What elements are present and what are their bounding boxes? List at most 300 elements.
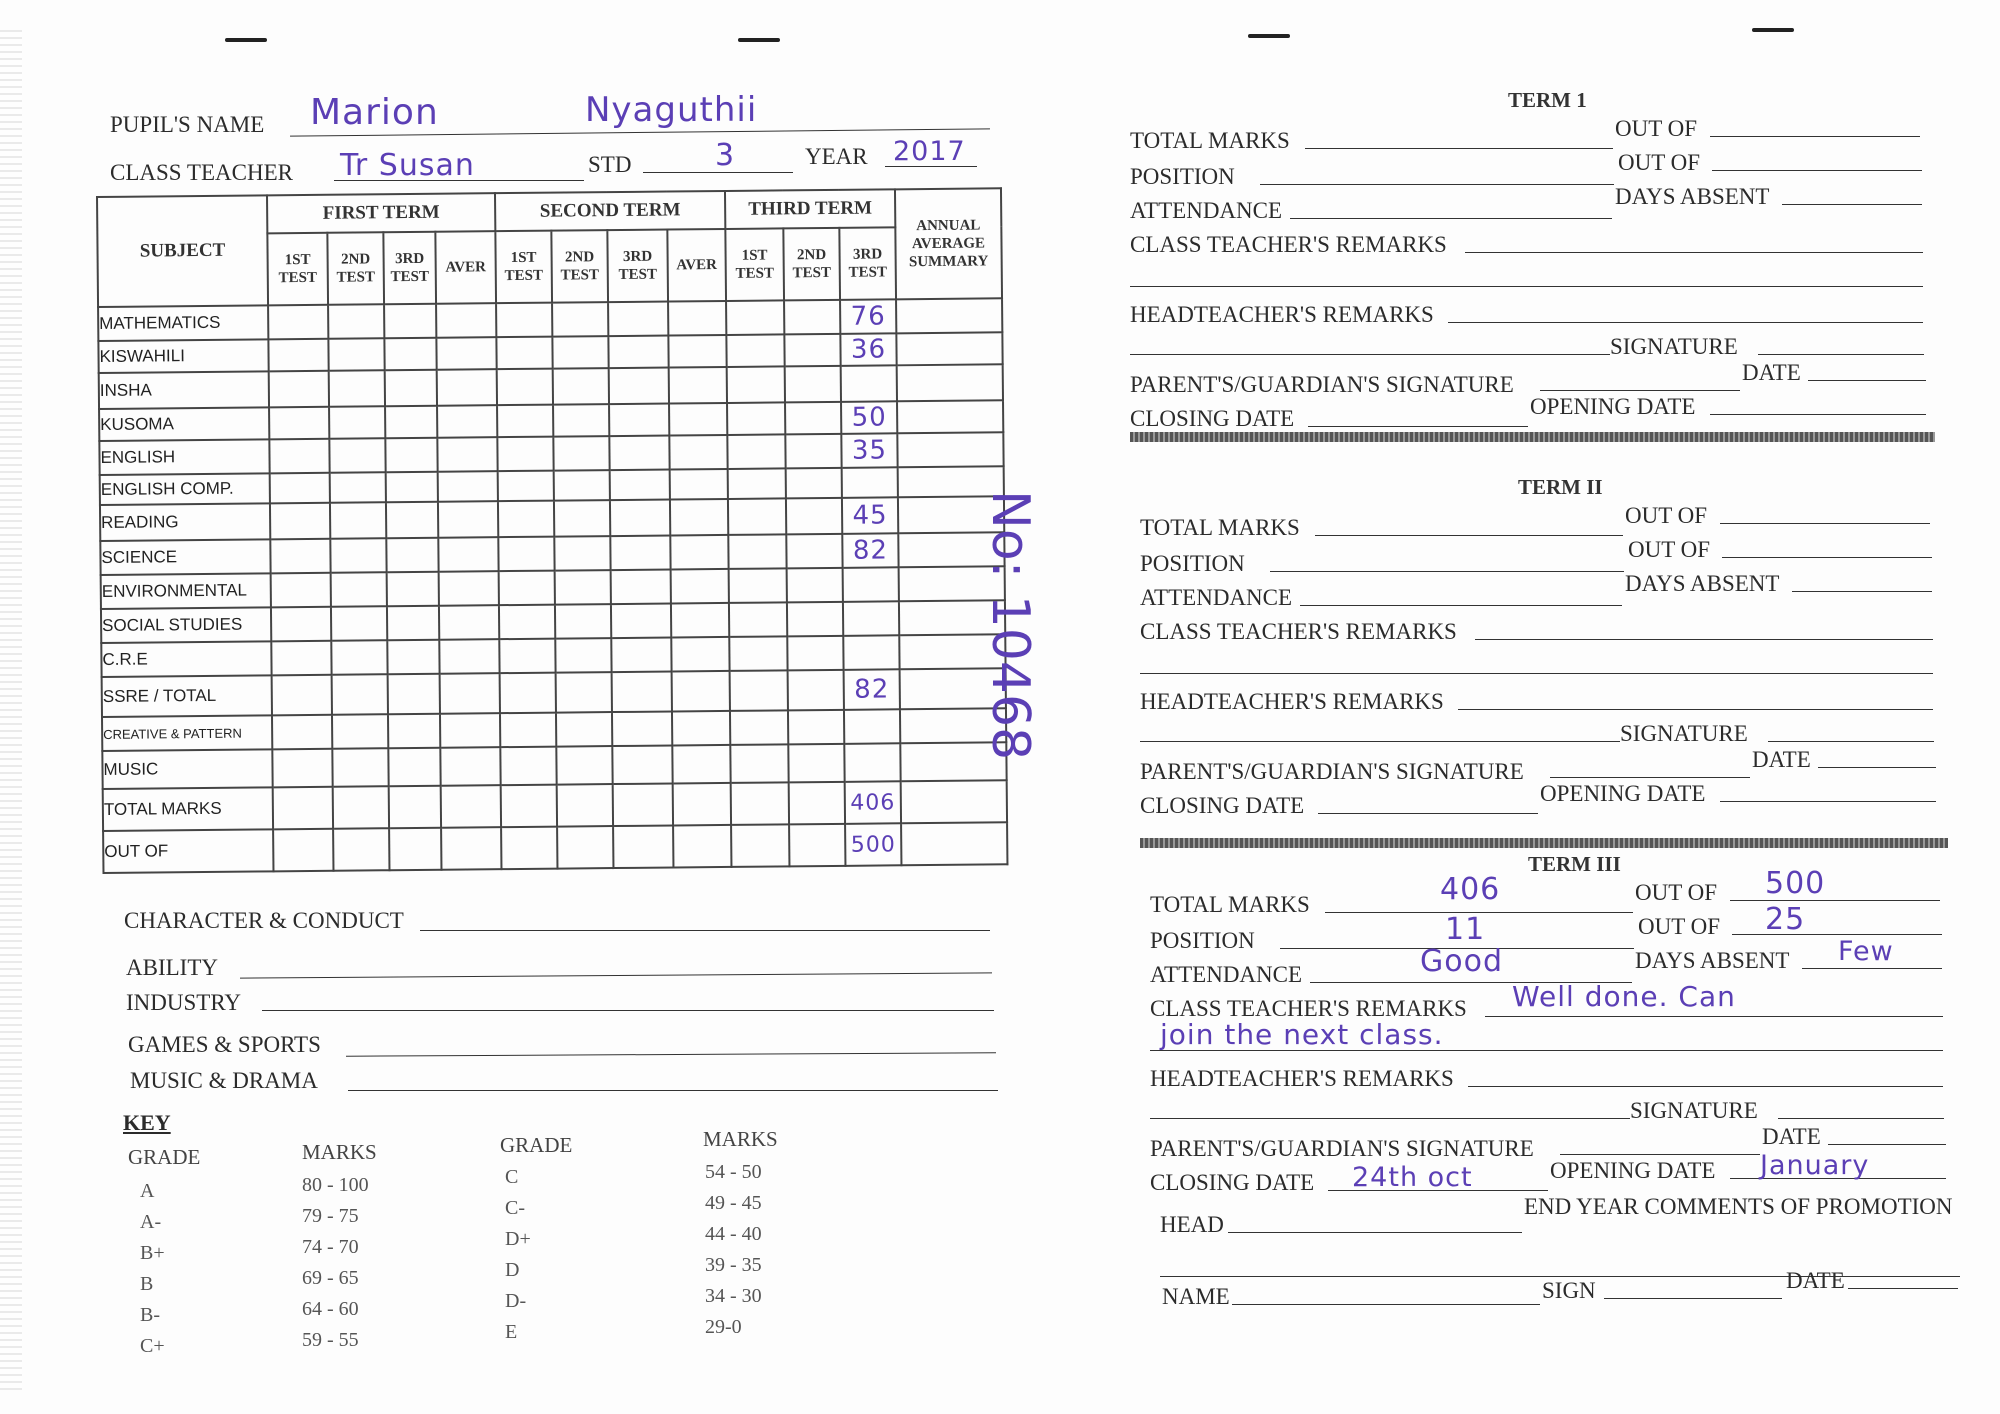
term3-signature-label: SIGNATURE (1630, 1098, 1758, 1123)
score-cell (389, 786, 441, 828)
score-cell (784, 334, 840, 367)
score-cell (896, 332, 1002, 365)
term2-head-remarks-line (1458, 709, 1933, 710)
key-entry: 80 - 100 (302, 1174, 369, 1196)
term1-parent-signature-line (1540, 390, 1740, 391)
punch-mark (738, 38, 780, 42)
score-cell (328, 338, 384, 371)
term3-opening-date-label: OPENING DATE (1550, 1158, 1716, 1183)
industry-label: INDUSTRY (126, 990, 242, 1015)
score-cell (785, 402, 841, 435)
term3-remarks-line2: join the next class. (1160, 1018, 1444, 1051)
score-cell (272, 749, 332, 788)
score-cell (441, 827, 501, 870)
score-cell (439, 571, 499, 606)
annual-header (895, 188, 1002, 299)
term3-days-absent-line (1802, 968, 1942, 969)
term1-class-remarks-line (1465, 252, 1923, 253)
score-cell (730, 670, 788, 711)
score-cell (901, 780, 1007, 823)
grade-label: GRADE (128, 1145, 201, 1169)
score-cell (731, 782, 789, 825)
score-cell (440, 673, 500, 714)
score-cell (611, 603, 671, 638)
term2-signature-line (1768, 741, 1934, 742)
term1-head-remarks-line2 (1130, 354, 1610, 355)
term2-head-remarks-label: HEADTEACHER'S REMARKS (1140, 689, 1444, 714)
key-entry: 39 - 35 (705, 1254, 762, 1276)
score-cell (669, 435, 727, 470)
key-entry: 29-0 (705, 1316, 742, 1338)
score-cell (729, 568, 787, 603)
score-cell (441, 785, 501, 828)
term2-days-absent-line (1792, 591, 1932, 592)
score-cell (786, 498, 842, 535)
test-header-word: 1ST (741, 247, 768, 264)
score-cell (669, 367, 727, 404)
music-label: MUSIC & DRAMA (130, 1068, 318, 1093)
test-column-header (495, 231, 552, 304)
third-term-3rd-test-score: 36 (840, 333, 896, 366)
third-term-3rd-test-score (843, 567, 899, 602)
subject-cell: MATHEMATICS (98, 305, 268, 341)
marks-label: MARKS (703, 1127, 778, 1151)
key-entry: B (140, 1273, 154, 1295)
score-cell (727, 402, 785, 435)
term1-out-of-line (1712, 170, 1922, 171)
term1-date-label: DATE (1742, 360, 1801, 385)
term3-class-remarks-label: CLASS TEACHER'S REMARKS (1150, 996, 1467, 1021)
score-cell (386, 538, 438, 572)
subject-cell: ENVIRONMENTAL (101, 573, 271, 609)
score-cell (728, 534, 786, 569)
term1-attendance-line (1290, 218, 1612, 219)
score-cell (897, 400, 1003, 433)
score-cell (329, 438, 385, 473)
term1-days-absent-line (1782, 204, 1922, 205)
key-entry: 44 - 40 (705, 1223, 762, 1245)
term1-title: TERM 1 (1508, 88, 1587, 112)
subject-cell: OUT OF (103, 829, 273, 873)
third-term-3rd-test-score: 82 (844, 669, 900, 710)
score-cell (670, 499, 728, 536)
term3-opening-date-value: January (1760, 1150, 1870, 1181)
score-cell (612, 711, 672, 746)
score-cell (611, 570, 671, 605)
test-column-header (725, 228, 784, 301)
third-term-3rd-test-score (844, 743, 900, 782)
score-cell (556, 672, 612, 713)
subject-cell: READING (100, 503, 270, 541)
term2-signature-label: SIGNATURE (1620, 721, 1748, 746)
score-cell (385, 406, 437, 438)
term3-out-of-position-value: 25 (1765, 902, 1806, 937)
term-divider (1140, 838, 1948, 848)
term3-attendance-label: ATTENDANCE (1150, 962, 1303, 987)
subject-cell: TOTAL MARKS (103, 787, 273, 831)
year-value: 2017 (893, 136, 966, 167)
score-cell (726, 334, 784, 367)
score-cell (329, 406, 385, 439)
test-column-header (667, 229, 726, 302)
term2-head-remarks-line2 (1140, 741, 1620, 742)
score-cell (500, 673, 556, 714)
term2-closing-date-label: CLOSING DATE (1140, 793, 1305, 818)
key-entry: 59 - 55 (302, 1329, 359, 1351)
score-cell (498, 501, 554, 538)
second-term-header: SECOND TERM (495, 191, 725, 231)
subject-cell: INSHA (99, 371, 269, 409)
test-header-word: 3RD (852, 246, 883, 263)
score-cell (387, 572, 439, 606)
test-column-header (839, 227, 896, 300)
score-cell (496, 337, 552, 370)
score-cell (271, 641, 331, 676)
test-column-header (267, 233, 328, 306)
industry-line (262, 1010, 994, 1011)
third-term-3rd-test-score (843, 635, 899, 670)
term2-attendance-label: ATTENDANCE (1140, 585, 1293, 610)
score-cell (500, 713, 556, 748)
score-cell (328, 304, 384, 339)
term2-attendance-line (1300, 605, 1622, 606)
test-column-header (435, 231, 496, 304)
term2-date-label: DATE (1752, 747, 1811, 772)
term1-class-remarks-label: CLASS TEACHER'S REMARKS (1130, 232, 1447, 257)
key-entry: B- (140, 1304, 160, 1326)
key-entry: D+ (505, 1228, 531, 1250)
key-entry: 69 - 65 (302, 1267, 359, 1289)
score-cell (439, 605, 499, 640)
score-cell (608, 302, 668, 337)
score-cell (555, 638, 611, 673)
test-header-word: 2ND (340, 251, 371, 268)
score-cell (557, 784, 613, 827)
subject-cell: MUSIC (102, 749, 272, 789)
third-term-header: THIRD TERM (725, 189, 895, 229)
third-term-3rd-test-score: 500 (845, 823, 901, 866)
games-label: GAMES & SPORTS (128, 1032, 321, 1057)
key-marks-right (705, 1157, 762, 1343)
score-cell (612, 745, 672, 784)
score-cell (609, 436, 669, 471)
term2-opening-date-label: OPENING DATE (1540, 781, 1706, 806)
score-cell (330, 472, 386, 503)
score-cell (611, 637, 671, 672)
class-teacher-value: Tr Susan (340, 148, 475, 183)
test-header-word: 3RD (622, 248, 653, 265)
annual-header-line: SUMMARY (908, 253, 989, 271)
score-cell (726, 300, 784, 335)
score-cell (437, 405, 497, 438)
score-cell (501, 827, 557, 870)
end-year-label: END YEAR COMMENTS OF PROMOTION (1524, 1194, 1953, 1219)
key-entry: 74 - 70 (302, 1236, 359, 1258)
term1-total-marks-line (1305, 148, 1613, 149)
term2-out-of-label: OUT OF (1628, 537, 1711, 562)
term2-class-remarks-line (1475, 639, 1933, 640)
score-cell (787, 568, 843, 603)
score-cell (332, 714, 388, 749)
term1-out-of-line (1710, 136, 1920, 137)
term2-position-line (1270, 571, 1624, 572)
score-cell (272, 675, 332, 716)
score-cell (729, 602, 787, 637)
score-cell (668, 335, 726, 368)
third-term-3rd-test-score: 35 (841, 433, 897, 468)
score-cell (268, 305, 328, 340)
score-cell (436, 337, 496, 370)
key-entry: 49 - 45 (705, 1192, 762, 1214)
score-cell (786, 468, 842, 499)
admission-number: No: 10468 (980, 490, 1040, 761)
std-value: 3 (715, 138, 736, 173)
score-cell (440, 747, 500, 786)
score-cell (727, 434, 785, 469)
score-cell (388, 748, 440, 786)
score-cell (670, 469, 728, 500)
third-term-3rd-test-score (844, 709, 900, 744)
games-line (346, 1052, 996, 1056)
key-entry: A (140, 1180, 155, 1202)
score-cell (500, 747, 556, 786)
term3-head-remarks-label: HEADTEACHER'S REMARKS (1150, 1066, 1454, 1091)
term2-closing-date-line (1318, 813, 1538, 814)
score-cell (389, 828, 441, 870)
score-cell (270, 503, 330, 540)
score-cell (730, 744, 788, 783)
sign-line (1604, 1298, 1782, 1299)
term3-position-label: POSITION (1150, 928, 1255, 953)
key-grades-left (140, 1176, 165, 1362)
term1-opening-date-label: OPENING DATE (1530, 394, 1696, 419)
key-entry: E (505, 1321, 518, 1343)
term2-opening-date-line (1720, 801, 1936, 802)
score-cell (269, 439, 329, 474)
score-cell (553, 436, 609, 471)
score-cell (387, 640, 439, 674)
head-label: HEAD (1160, 1212, 1224, 1237)
score-cell (789, 824, 845, 867)
term3-out-of-label: OUT OF (1638, 914, 1721, 939)
score-cell (497, 369, 553, 406)
score-cell (671, 637, 729, 672)
score-cell (497, 437, 553, 472)
score-cell (609, 404, 669, 437)
score-cell (552, 302, 608, 337)
test-header-word: 1ST (510, 249, 537, 267)
score-cell (273, 829, 333, 872)
score-cell (670, 535, 728, 570)
term1-total-marks-label: TOTAL MARKS (1130, 128, 1290, 153)
score-cell (437, 437, 497, 472)
score-cell (672, 711, 730, 746)
third-term-3rd-test-score: 406 (845, 781, 901, 824)
term1-position-label: POSITION (1130, 164, 1235, 189)
score-cell (499, 571, 555, 606)
third-term-3rd-test-score (842, 467, 898, 498)
term2-class-remarks-line2 (1140, 673, 1933, 674)
test-header-word: TEST (504, 267, 544, 285)
score-cell (439, 639, 499, 674)
key-entry: D (505, 1259, 520, 1281)
score-cell (386, 502, 438, 538)
score-cell (555, 604, 611, 639)
key-entry: 34 - 30 (705, 1285, 762, 1307)
term1-out-of-label: OUT OF (1615, 116, 1698, 141)
score-cell (556, 712, 612, 747)
score-cell (384, 338, 436, 370)
test-column-header (383, 232, 436, 304)
score-cell (788, 744, 844, 783)
music-line (348, 1090, 998, 1091)
term3-title: TERM III (1528, 852, 1621, 876)
score-cell (387, 606, 439, 640)
score-cell (557, 826, 613, 869)
scan-edge (0, 30, 22, 1390)
score-cell (330, 538, 386, 573)
score-cell (901, 822, 1007, 865)
score-cell (273, 787, 333, 830)
key-entry: 54 - 50 (705, 1161, 762, 1183)
term3-closing-date-value: 24th oct (1352, 1162, 1473, 1193)
score-cell (786, 534, 842, 569)
score-cell (788, 710, 844, 745)
test-header-word: TEST (735, 265, 775, 282)
test-header-word: TEST (792, 264, 832, 282)
date-line (1848, 1288, 1958, 1289)
score-cell (555, 570, 611, 605)
score-cell (673, 825, 731, 868)
test-header-word: TEST (848, 264, 888, 281)
ability-label: ABILITY (126, 955, 218, 980)
score-cell (896, 298, 1002, 333)
annual-header-line: ANNUAL (916, 217, 981, 235)
score-cell (672, 745, 730, 784)
pupil-name-label: PUPIL'S NAME (110, 112, 265, 137)
term2-position-label: POSITION (1140, 551, 1245, 576)
character-label: CHARACTER & CONDUCT (124, 908, 404, 933)
third-term-3rd-test-score (843, 601, 899, 636)
score-cell (728, 468, 786, 499)
score-cell (438, 537, 498, 572)
term3-total-marks-label: TOTAL MARKS (1150, 892, 1310, 917)
pupil-last-name: Nyaguthii (585, 90, 758, 130)
head-line (1228, 1232, 1522, 1233)
score-cell (332, 748, 388, 787)
score-cell (388, 714, 440, 748)
key-entry: D- (505, 1290, 527, 1312)
term1-signature-line (1758, 354, 1924, 355)
annual-header-line: AVERAGE (911, 235, 986, 253)
score-cell (610, 470, 670, 501)
key-entry: 64 - 60 (302, 1298, 359, 1320)
term1-attendance-label: ATTENDANCE (1130, 198, 1283, 223)
test-header-word: TEST (618, 266, 658, 283)
subject-cell: KUSOMA (99, 407, 269, 441)
score-cell (496, 303, 552, 338)
year-label: YEAR (805, 144, 868, 169)
term2-parent-signature-label: PARENT'S/GUARDIAN'S SIGNATURE (1140, 759, 1524, 784)
std-label: STD (588, 152, 632, 177)
term2-out-of-label: OUT OF (1625, 503, 1708, 528)
test-column-header (607, 230, 668, 303)
term3-out-of-line (1730, 900, 1940, 901)
key-marks-left (302, 1170, 369, 1356)
name-label: NAME (1162, 1284, 1230, 1309)
key-entry: C (505, 1166, 519, 1188)
key-title: KEY (123, 1110, 171, 1135)
third-term-3rd-test-score: 76 (840, 299, 896, 334)
marks-body (98, 298, 1007, 873)
test-column-header (327, 232, 384, 305)
score-cell (386, 472, 438, 502)
score-cell (787, 602, 843, 637)
test-header-word: AVER (445, 259, 487, 276)
score-cell (271, 573, 331, 608)
score-cell (785, 434, 841, 469)
term2-total-marks-label: TOTAL MARKS (1140, 515, 1300, 540)
term2-parent-signature-line (1550, 777, 1750, 778)
score-cell (613, 825, 673, 868)
score-cell (437, 369, 497, 406)
name-line (1232, 1304, 1540, 1305)
term1-days-absent-label: DAYS ABSENT (1615, 184, 1770, 209)
key-grades-right (505, 1162, 531, 1348)
score-cell (731, 824, 789, 867)
table-row (103, 822, 1007, 873)
score-cell (553, 368, 609, 405)
score-cell (438, 501, 498, 538)
term3-out-of-label: OUT OF (1635, 880, 1718, 905)
term1-opening-date-line (1710, 414, 1926, 415)
term3-parent-signature-label: PARENT'S/GUARDIAN'S SIGNATURE (1150, 1136, 1534, 1161)
term1-class-remarks-line2 (1130, 286, 1923, 287)
term1-parent-signature-label: PARENT'S/GUARDIAN'S SIGNATURE (1130, 372, 1514, 397)
punch-mark (1248, 34, 1290, 38)
score-cell (789, 782, 845, 825)
term1-head-remarks-line (1448, 322, 1923, 323)
term3-position-value: 11 (1445, 912, 1486, 947)
term3-signature-line (1778, 1118, 1944, 1119)
score-cell (329, 370, 385, 407)
score-cell (613, 783, 673, 826)
term3-head-remarks-line2 (1150, 1118, 1630, 1119)
score-cell (333, 828, 389, 871)
test-header-word: TEST (390, 268, 430, 286)
term3-parent-signature-line (1560, 1154, 1760, 1155)
term2-days-absent-label: DAYS ABSENT (1625, 571, 1780, 596)
score-cell (610, 500, 670, 537)
score-cell (554, 500, 610, 537)
character-line (420, 930, 990, 931)
score-cell (610, 536, 670, 571)
score-cell (271, 607, 331, 642)
term3-class-remarks-line (1485, 1016, 1943, 1017)
test-header-word: AVER (676, 257, 718, 274)
third-term-3rd-test-score: 82 (842, 533, 898, 568)
score-cell (501, 785, 557, 828)
term1-signature-label: SIGNATURE (1610, 334, 1738, 359)
score-cell (784, 300, 840, 335)
score-cell (612, 671, 672, 712)
score-cell (385, 438, 437, 472)
score-cell (331, 606, 387, 641)
score-cell (554, 536, 610, 571)
sign-label: SIGN (1542, 1278, 1596, 1303)
punch-mark (1752, 28, 1794, 32)
term1-head-remarks-label: HEADTEACHER'S REMARKS (1130, 302, 1434, 327)
